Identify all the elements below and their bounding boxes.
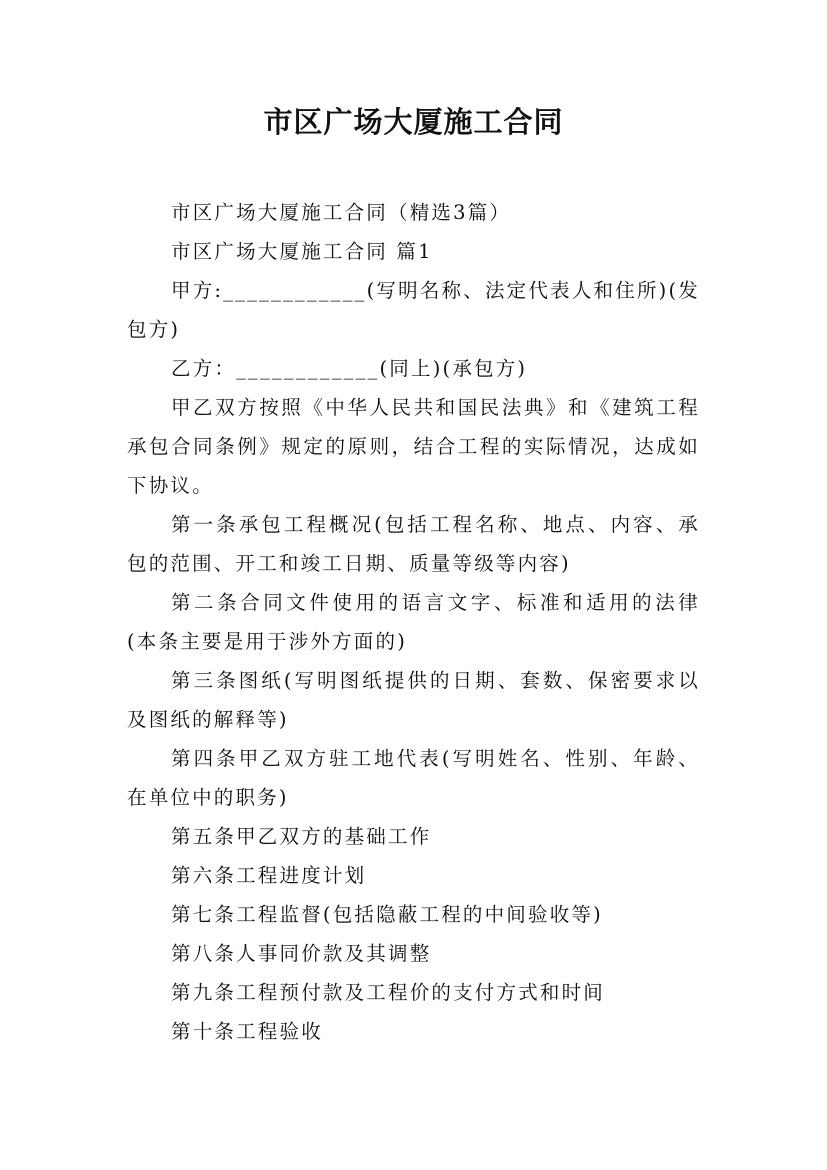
paragraph-article-4: 第四条甲乙双方驻工地代表(写明姓名、性别、年龄、在单位中的职务): [127, 747, 700, 809]
paragraph-article-7: 第七条工程监督(包括隐蔽工程的中间验收等): [171, 903, 603, 926]
paragraph-article-10: 第十条工程验收: [171, 1020, 323, 1043]
paragraph-article-6: 第六条工程进度计划: [171, 864, 367, 887]
paragraph-party-a: 甲方:____________(写明名称、法定代表人和住所)(发包方): [127, 279, 700, 341]
paragraph-article-1: 第一条承包工程概况(包括工程名称、地点、内容、承包的范围、开工和竣工日期、质量等级等内容): [127, 513, 700, 575]
paragraph-preamble: 甲乙双方按照《中华人民共和国民法典》和《建筑工程承包合同条例》规定的原则，结合工程的实际情况，达成如下协议。: [127, 396, 700, 497]
paragraph-article-8: 第八条人事同价款及其调整: [171, 942, 432, 965]
paragraph-heading: 市区广场大厦施工合同（精选3篇）: [171, 201, 512, 224]
paragraph-party-b: 乙方：____________(同上)(承包方): [171, 357, 528, 380]
paragraph-article-5: 第五条甲乙双方的基础工作: [171, 825, 432, 848]
paragraph-section-title: 市区广场大厦施工合同 篇1: [171, 240, 433, 263]
paragraph-article-2: 第二条合同文件使用的语言文字、标准和适用的法律(本条主要是用于涉外方面的): [127, 591, 700, 653]
document-body: [127, 193, 700, 1051]
paragraph-article-3: 第三条图纸(写明图纸提供的日期、套数、保密要求以及图纸的解释等): [127, 669, 700, 731]
paragraph-article-9: 第九条工程预付款及工程价的支付方式和时间: [171, 981, 606, 1004]
document-title: 市区广场大厦施工合同: [263, 105, 564, 139]
